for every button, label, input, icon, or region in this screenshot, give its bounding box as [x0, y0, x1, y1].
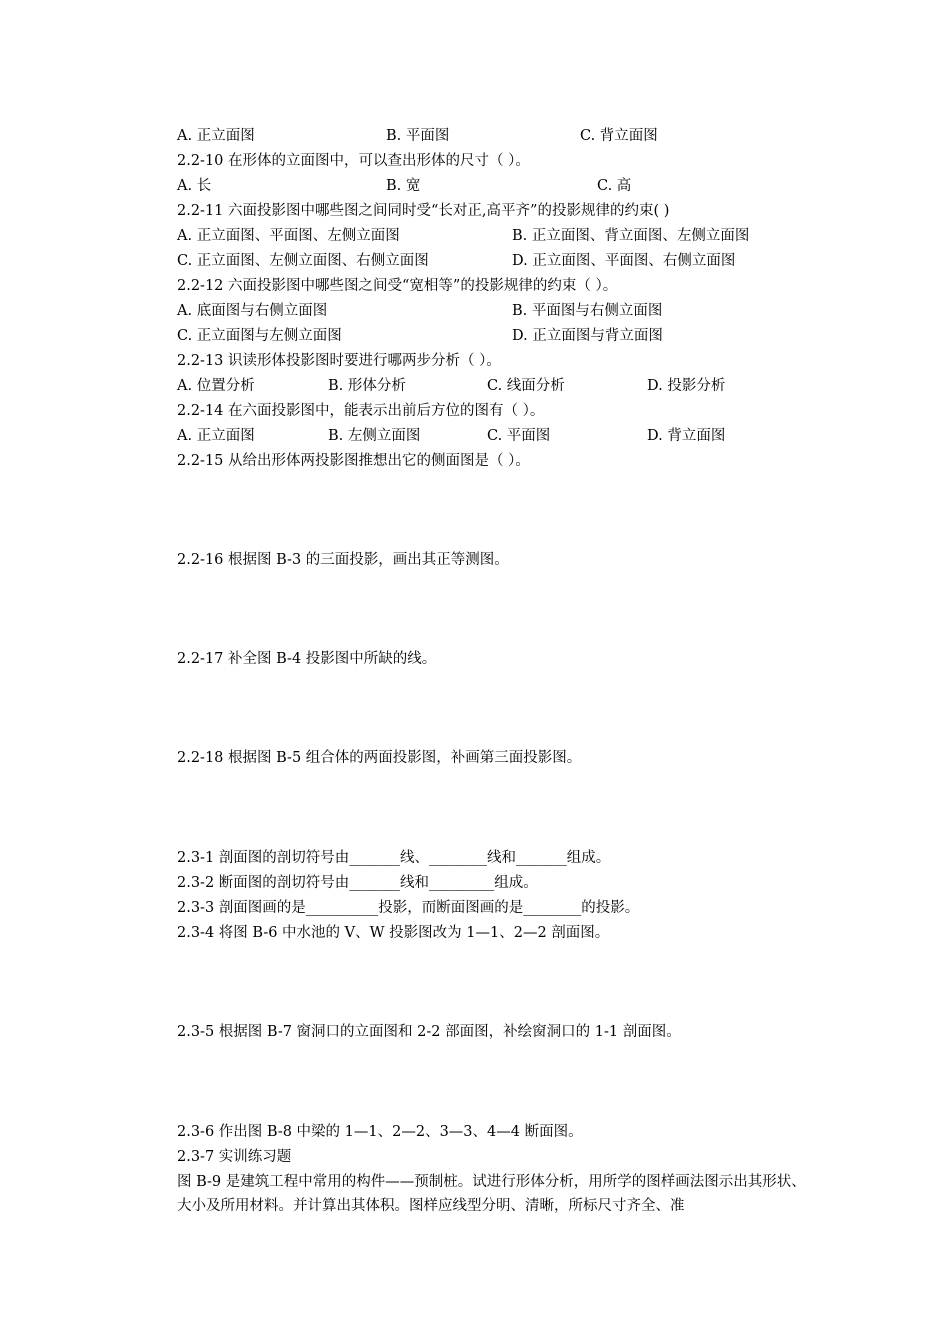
question-2-2-10: 2.2-10 在形体的立面图中，可以查出形体的尺寸（ ）。 [177, 153, 530, 169]
question-2-2-15: 2.2-15 从给出形体两投影图推想出它的侧面图是（ ）。 [177, 453, 530, 469]
question-2-2-11: 2.2-11 六面投影图中哪些图之间同时受“长对正,高平齐”的投影规律的约束( ) [177, 203, 670, 219]
question-2-3-4: 2.3-4 将图 B-6 中水池的 V、W 投影图改为 1—1、2—2 剖面图。 [177, 925, 610, 941]
option-c: C. 背立面图 [580, 128, 658, 144]
question-2-3-6: 2.3-6 作出图 B-8 中梁的 1—1、2—2、3—3、4—4 断面图。 [177, 1124, 583, 1140]
practice-paragraph: 图 B-9 是建筑工程中常用的构件——预制桩。试进行形体分析，用所学的图样画法图示出其形状、大小及所用材料。并计算出其体积。图样应线型分明、清晰，所标尺寸齐全、准 [177, 1174, 806, 1214]
question-2-2-13: 2.2-13 识读形体投影图时要进行哪两步分析（ ）。 [177, 353, 501, 369]
option-c: C. 正立面图与左侧立面图 [177, 328, 342, 344]
question-2-3-7: 2.3-7 实训练习题 [177, 1149, 292, 1165]
option-c: C. 正立面图、左侧立面图、右侧立面图 [177, 253, 429, 269]
option-a: A. 底面图与右侧立面图 [177, 303, 328, 319]
question-2-2-16: 2.2-16 根据图 B-3 的三面投影，画出其正等测图。 [177, 552, 509, 568]
option-d: D. 正立面图、平面图、右侧立面图 [512, 253, 736, 269]
question-2-2-17: 2.2-17 补全图 B-4 投影图中所缺的线。 [177, 651, 437, 667]
question-2-2-18: 2.2-18 根据图 B-5 组合体的两面投影图，补画第三面投影图。 [177, 750, 582, 766]
question-2-3-3: 2.3-3 剖面图画的是__________投影，而断面图画的是________的投影。 [177, 900, 640, 916]
option-a: A. 长 [177, 178, 212, 194]
option-c: C. 平面图 [487, 428, 551, 444]
question-2-3-5: 2.3-5 根据图 B-7 窗洞口的立面图和 2-2 部面图，补绘窗洞口的 1-1 剖面图。 [177, 1024, 681, 1040]
option-b: B. 形体分析 [328, 378, 406, 394]
option-b: B. 正立面图、背立面图、左侧立面图 [512, 228, 750, 244]
question-2-2-14: 2.2-14 在六面投影图中，能表示出前后方位的图有（ ）。 [177, 403, 545, 419]
option-d: D. 背立面图 [647, 428, 726, 444]
question-2-2-12: 2.2-12 六面投影图中哪些图之间受“宽相等”的投影规律的约束（ ）。 [177, 278, 618, 294]
question-2-3-2: 2.3-2 断面图的剖切符号由_______线和_________组成。 [177, 875, 538, 891]
option-a: A. 正立面图 [177, 128, 255, 144]
option-b: B. 左侧立面图 [328, 428, 421, 444]
option-d: D. 正立面图与背立面图 [512, 328, 663, 344]
option-b: B. 宽 [386, 178, 421, 194]
option-c: C. 线面分析 [487, 378, 565, 394]
option-a: A. 正立面图 [177, 428, 255, 444]
option-a: A. 位置分析 [177, 378, 255, 394]
option-d: D. 投影分析 [647, 378, 726, 394]
option-b: B. 平面图 [386, 128, 450, 144]
option-a: A. 正立面图、平面图、左侧立面图 [177, 228, 400, 244]
option-c: C. 高 [597, 178, 632, 194]
option-b: B. 平面图与右侧立面图 [512, 303, 663, 319]
question-2-3-1: 2.3-1 剖面图的剖切符号由_______线、________线和_______组成。 [177, 850, 611, 866]
